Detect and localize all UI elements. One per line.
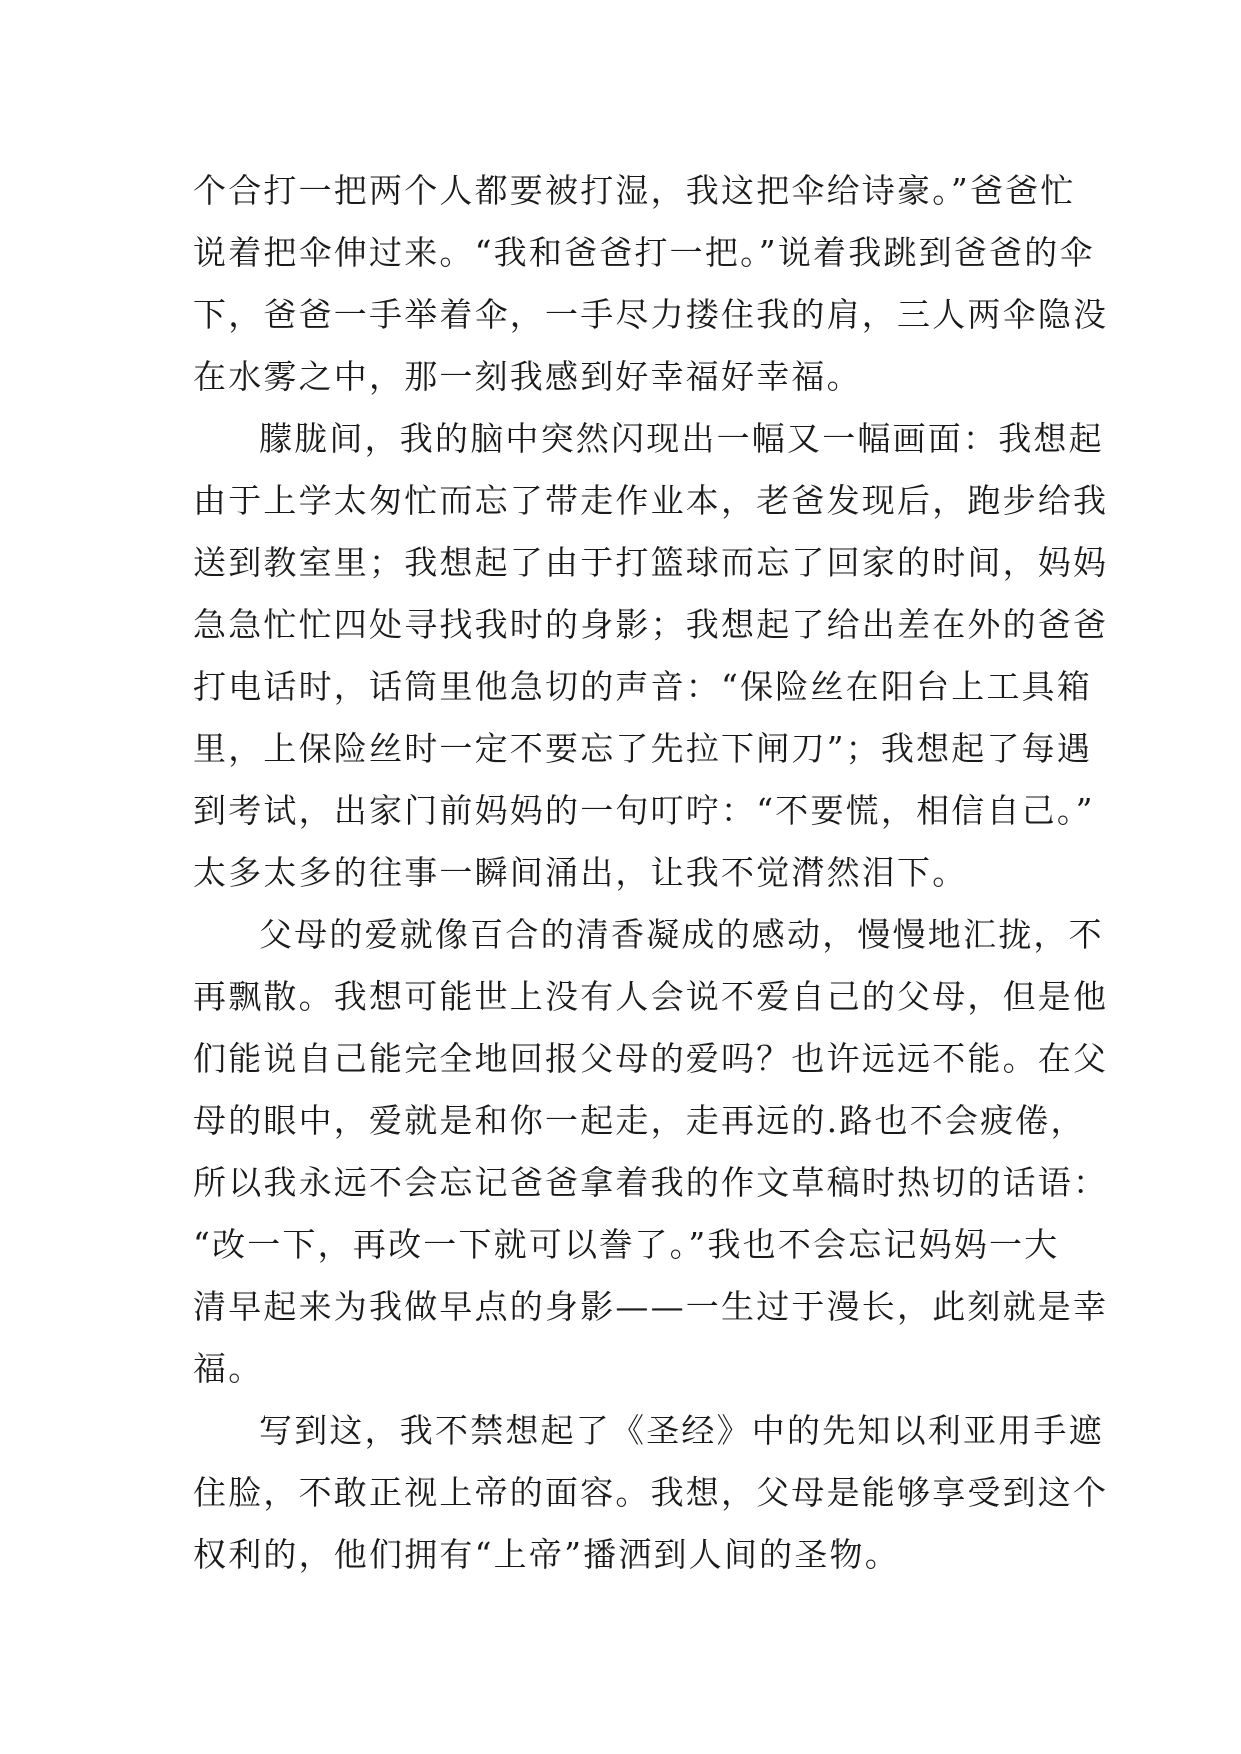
text-line: 急急忙忙四处寻找我时的身影；我想起了给出差在外的爸爸 [193,605,1109,644]
text-line: 母的眼中，爱就是和你一起走，走再远的.路也不会疲倦， [193,1101,1086,1140]
text-line: 写到这，我不禁想起了《圣经》中的先知以利亚用手遮 [259,1411,1104,1450]
text-line: 说着把伞伸过来。“我和爸爸打一把。”说着我跳到爸爸的伞 [193,233,1095,272]
paragraph-4 [193,1400,1109,1586]
text-line: 到考试，出家门前妈妈的一句叮咛：“不要慌，相信自己。” [193,791,1095,830]
paragraph-1 [193,160,1109,408]
text-line: 住脸，不敢正视上帝的面容。我想，父母是能够享受到这个 [193,1473,1109,1512]
text-line: 权利的，他们拥有“上帝”播洒到人间的圣物。 [193,1535,900,1574]
text-line: 送到教室里；我想起了由于打篮球而忘了回家的时间，妈妈 [193,543,1109,582]
paragraph-2 [193,408,1109,904]
text-line: 太多太多的往事一瞬间涌出，让我不觉潸然泪下。 [193,853,968,892]
text-line: 福。 [193,1349,264,1388]
text-line: 在水雾之中，那一刻我感到好幸福好幸福。 [193,357,862,396]
text-line: 清早起来为我做早点的身影——一生过于漫长，此刻就是幸 [193,1287,1109,1326]
text-line: 里，上保险丝时一定不要忘了先拉下闸刀”；我想起了每遇 [193,729,1093,768]
text-line: 再飘散。我想可能世上没有人会说不爱自己的父母，但是他 [193,977,1109,1016]
paragraph-3 [193,904,1109,1400]
text-line: 朦胧间，我的脑中突然闪现出一幅又一幅画面：我想起 [259,419,1104,458]
text-line: 所以我永远不会忘记爸爸拿着我的作文草稿时热切的话语： [193,1163,1109,1202]
text-line: 们能说自己能完全地回报父母的爱吗？也许远远不能。在父 [193,1039,1109,1078]
text-line: 由于上学太匆忙而忘了带走作业本，老爸发现后，跑步给我 [193,481,1109,520]
text-line: “改一下，再改一下就可以誊了。”我也不会忘记妈妈一大 [193,1225,1060,1264]
text-line: 个合打一把两个人都要被打湿，我这把伞给诗豪。”爸爸忙 [193,171,1076,210]
document-body [193,160,1109,1586]
text-line: 父母的爱就像百合的清香凝成的感动，慢慢地汇拢，不 [259,915,1104,954]
text-line: 下，爸爸一手举着伞，一手尽力搂住我的肩，三人两伞隐没 [193,295,1109,334]
text-line: 打电话时，话筒里他急切的声音：“保险丝在阳台上工具箱 [193,667,1093,706]
